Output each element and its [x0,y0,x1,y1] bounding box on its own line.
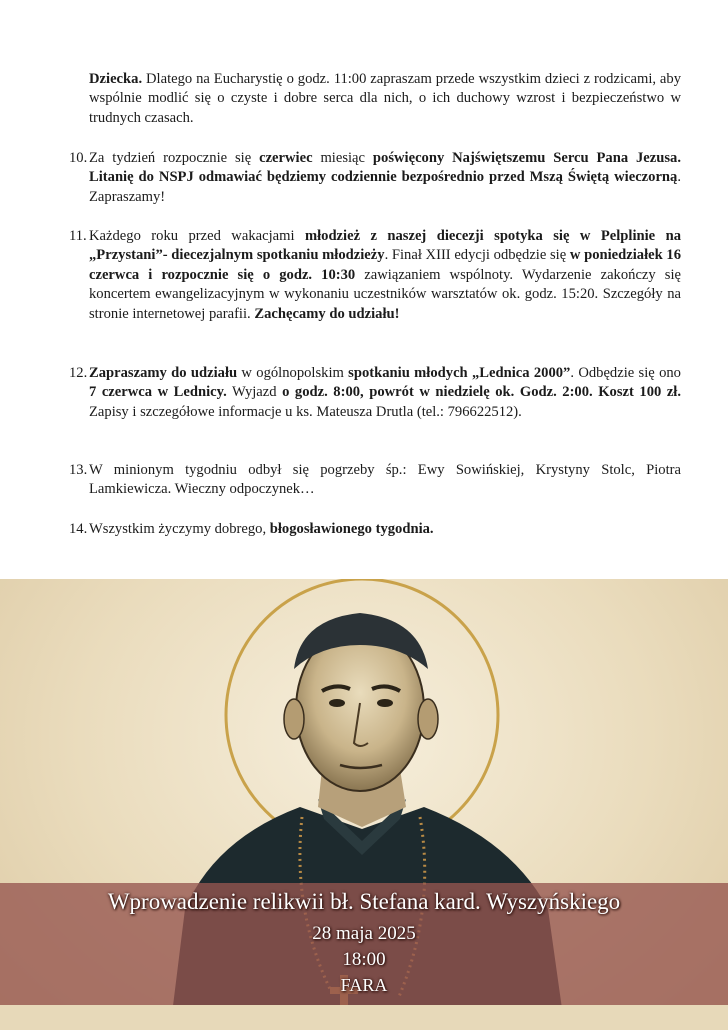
right-eye [377,699,393,707]
item-number: 10. [69,150,88,166]
text: Za tydzień rozpocznie się [89,150,260,166]
poster-time: 18:00 [342,949,386,970]
right-ear [418,699,438,739]
announcement-14 [69,520,681,539]
relic-poster [0,579,728,1030]
paragraph-9-continuation [69,70,681,128]
left-eye [329,699,345,707]
text: . Finał XIII edycji odbędzie się [384,247,570,264]
poster-title: Wprowadzenie relikwii bł. Stefana kard. Wyszyńskiego [107,889,621,914]
text: . Zapraszamy! [89,169,681,205]
left-ear [284,699,304,739]
text-bold: Zapraszamy do udziału [89,365,238,381]
text-bold: 7 czerwca w Lednicy. [89,384,227,401]
text-bold: poświęcony Najświętszemu Sercu Pana Jezusa. Litanię do NSPJ odmawiać będziemy codziennie bezpośrednio przed Mszą Świętą wieczorną [89,150,682,186]
text: miesiąc [312,150,373,166]
text-bold: spotkaniu młodych „Lednica 2000” [348,365,571,381]
announcement-12 [69,364,681,422]
item-number: 13. [69,462,88,478]
announcement-13 [69,461,681,500]
poster-place: FARA [340,975,388,995]
text: Wyjazd [226,384,283,401]
text: . Odbędzie się ono [570,365,681,381]
text-bold: błogosławionego tygodnia. [269,521,434,537]
text-bold: w poniedziałek 16 czerwca i rozpocznie się o godz. 10:30 [89,247,681,283]
text-bold: o godz. 8:00, powrót w niedzielę ok. Godz. 2:00. Koszt 100 zł. [282,384,681,401]
text-bold: czerwiec [259,150,313,166]
item-number: 12. [69,365,88,381]
text: w ogólnopolskim [237,365,349,381]
text: Wszystkim życzymy dobrego, [89,521,270,537]
announcement-10 [69,149,681,207]
announcement-11 [69,227,681,324]
text: Każdego roku przed wakacjami [89,228,305,244]
text: W minionym tygodniu odbył się pogrzeby śp.: Ewy Sowińskiej, Krystyny Stolc, Piotra Lamkiewicza. Wieczny odpoczynek… [89,462,681,498]
item-number: 14. [69,521,88,537]
text-bold: Zachęcamy do udziału! [254,305,400,322]
text-bold: Dziecka. [89,71,143,87]
text: Dlatego na Eucharystię o godz. 11:00 zapraszam przede wszystkim dzieci z rodzicami, aby wspólnie modlić się o czyste i dobre serca dla nich, o ich duchowy wzrost i bezpieczeństwo w trudnych czasach. [89,71,681,126]
text-bold: młodzież z naszej diecezji spotyka się w Pelplinie na „Przystani”- diecezjalnym spotkaniu młodzieży [89,228,681,264]
bottom-strip [0,1005,728,1030]
item-number: 11. [69,228,87,244]
text: zawiązaniem wspólnoty. Wydarzenie zakończy się koncertem ewangelizacyjnym w wykonaniu uczestników warsztatów ok. godz. 15:20. Szczegóły na stronie internetowej parafii. [89,266,681,322]
poster-date: 28 maja 2025 [312,923,416,944]
text: Zapisy i szczegółowe informacje u ks. Mateusza Drutla (tel.: 796622512). [89,403,522,420]
